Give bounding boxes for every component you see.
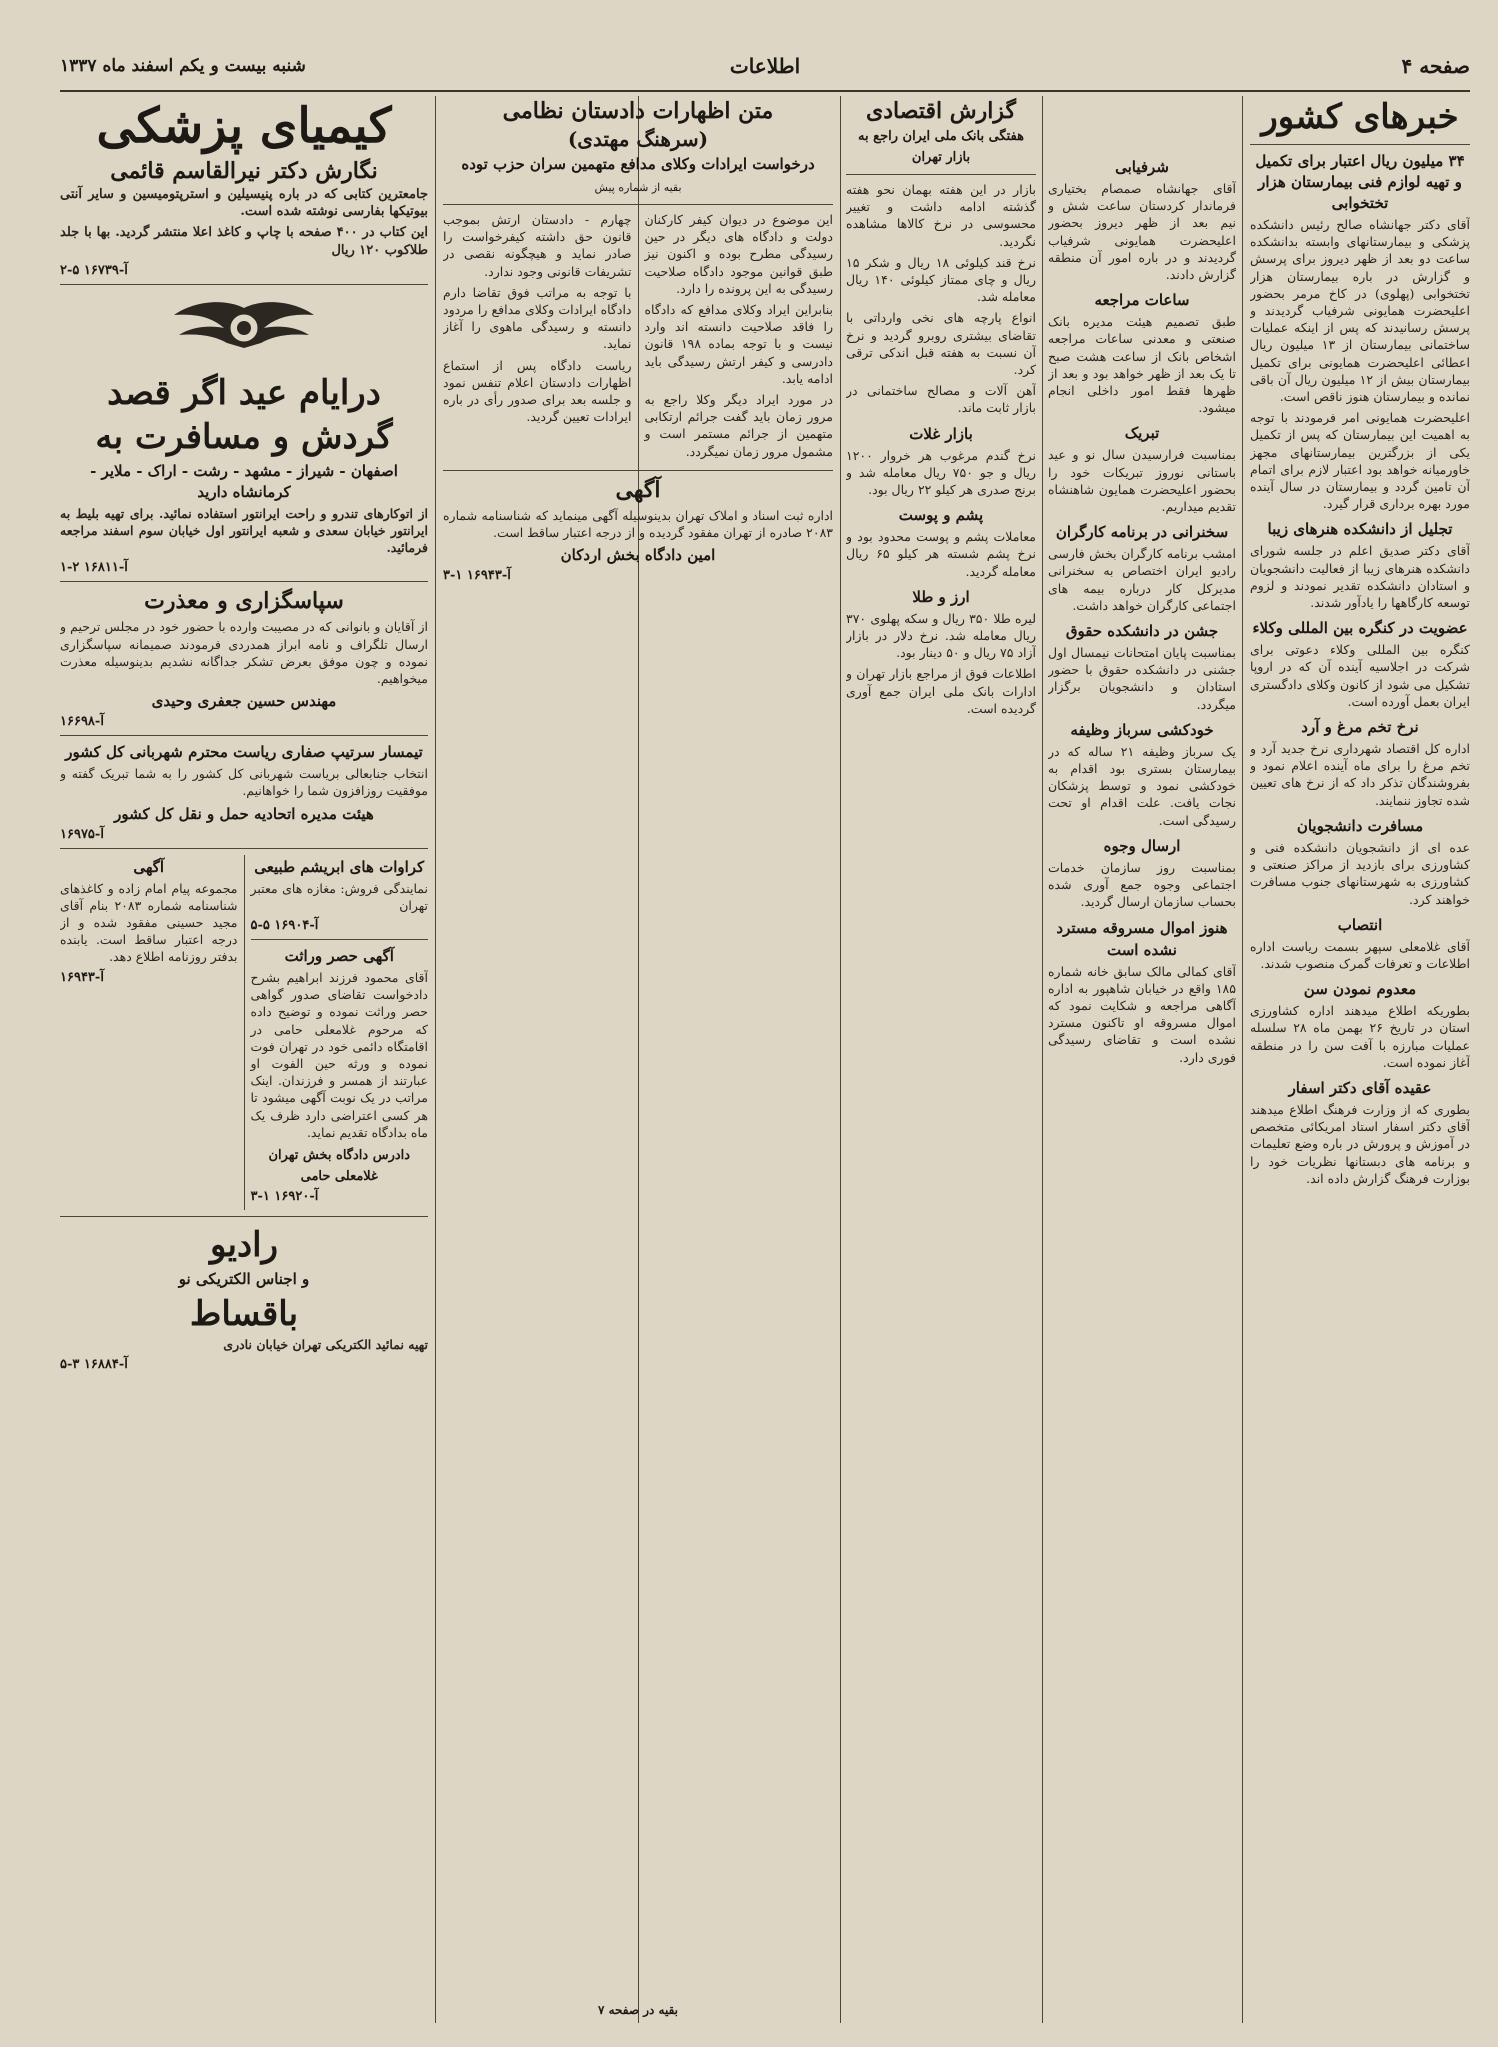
masthead xyxy=(60,50,1470,92)
story-title: مسافرت دانشجویان xyxy=(1296,816,1424,835)
ad-code: آ-۱۶۸۱۱ ۲-۱ xyxy=(60,560,128,576)
ad-text: آقای محمود فرزند ابراهیم بشرح دادخواست تقاضای صدور گواهی حصر وراثت نموده و توضیح داده که مرحوم غلامعلی حامی در اقامتگاه دائمی خود در تهران فوت نموده و ورثه حین الفوت او عبارتند از همسر و فرزندان. اینک مراتب در یک نوبت آگهی میشود تا هر کسی اعتراضی دارد ظرف یک ماه بدادگاه تقدیم نماید. xyxy=(250,970,428,1140)
story-text: امشب برنامه کارگران بخش فارسی رادیو ایران اختصاص به سخنرانی مدیرکل کار درباره بیمه های اجتماعی کارگران خواهد داشت. xyxy=(1048,546,1236,613)
paper-name: اطلاعات xyxy=(729,54,801,78)
ad-title: سپاسگزاری و معذرت xyxy=(144,588,344,615)
winged-emblem-icon xyxy=(169,293,319,363)
story-text: لیره طلا ۳۵۰ ریال و سکه پهلوی ۳۷۰ ریال معامله شد. نرخ دلار در بازار آزاد ۷۵ ریال و ۵۰ دینار بود. xyxy=(846,610,1036,661)
ad-code: آ-۱۶۹۲۰ ۱-۳ xyxy=(250,1189,319,1205)
ad-title: آگهی xyxy=(615,476,661,503)
story-title: ساعات مراجعه xyxy=(1094,291,1190,310)
ad-title: آگهی xyxy=(133,857,165,876)
ad-author: نگارش دکتر نیرالقاسم قائمی xyxy=(110,158,378,184)
ad-title: کیمیای پزشکی xyxy=(96,98,392,154)
story-title: عقیده آقای دکتر اسفار xyxy=(1288,1078,1432,1097)
story-title: تبریک xyxy=(1124,424,1160,443)
section-headline: متن اظهارات دادستان نظامی xyxy=(502,98,774,124)
story-text: آهن آلات و مصالح ساختمانی در بازار ثابت ماند. xyxy=(846,383,1036,416)
section-subhead: هفتگی بانک ملی ایران راجع به بازار تهران xyxy=(858,129,1024,165)
continuation-footer xyxy=(443,1998,833,2023)
story-text: نرخ قند کیلوئی ۱۸ ریال و شکر ۱۵ ریال و چای ممتاز کیلوئی ۱۴۰ ریال معامله شد. xyxy=(846,254,1036,305)
story-text: بمناسبت فرارسیدن سال نو و عید باستانی نوروز تبریکات خود را بحضور اعلیحضرت همایون شاهنشاه تقدیم میداریم. xyxy=(1048,447,1236,515)
ad-text: جامعترین کتابی که در باره پنیسیلین و استرپتومیسین و سایر آنتی بیوتیکها بفارسی نوشته شده است. xyxy=(60,187,428,220)
column-military-prosecutor xyxy=(443,96,833,2027)
story-title: ۳۴ میلیون ریال اعتبار برای تکمیل و تهیه لوازم فنی بیمارستان هزار تختخوابی xyxy=(1255,152,1465,212)
story-text: اداره کل اقتصاد شهرداری نرخ جدید آرد و تخم مرغ را برای ماه آینده اعلام نمود و بفروشندگان تذکر داد که از نرخ های تعیین شده تجاوز ننمایند. xyxy=(1250,741,1470,808)
section-subhead: (سرهنگ مهتدی) xyxy=(567,127,709,151)
ad-cities: اصفهان - شیراز - مشهد - رشت - اراک - ملایر - کرمانشاه دارید xyxy=(90,461,398,501)
ad-signature: مهندس حسین جعفری وحیدی xyxy=(151,692,337,711)
story-text: انواع پارچه های نخی وارداتی با تقاضای بیشتری روبرو گردید و نرخ آن نسبت به هفته قبل اندکی ترقی کرد. xyxy=(846,310,1036,378)
story-title: خودکشی سرباز وظیفه xyxy=(1070,720,1214,739)
story-title: سخنرانی در برنامه کارگران xyxy=(1055,523,1229,542)
story-title: عضویت در کنگره بین المللی وکلاء xyxy=(1252,619,1468,638)
ad-title: درایام عید اگر قصد گردش و مسافرت به xyxy=(95,372,393,457)
story-text: آقای کمالی مالک سابق خانه شماره ۱۸۵ واقع در خیابان شاهپور به اداره آگاهی مراجعه و شکایت نمود که اموال مسروقه او تاکنون مسترد نشده است و تقاضای رسیدگی فوری دارد. xyxy=(1048,963,1236,1065)
story-title: پشم و پوست xyxy=(898,506,984,525)
ad-code: آ-۱۶۹۴۳ ۱-۳ xyxy=(443,568,511,584)
ad-code: آ-۱۶۷۳۹ ۵-۲ xyxy=(60,262,128,278)
story-text: آقای دکتر جهانشاه صالح رئیس دانشکده پزشکی و بیمارستانهای وابسته بدانشکده ساعت دو بعد از ظهر دیروز برای پرسش و گزارش در باره بیمارستان هزار تختخوابی (پهلوی) در کاخ مرمر بحضور اعلیحضرت همایونی شرفیاب گردیدند و پرسش رسانیدند که پس از اینکه عملیات ساختمانی بیمارستان از ۱۳ میلیون ریال اعطائی اعلیحضرت همایونی برای تکمیل بیمارستان بیش از ۱۲ میلیون ریال آن باقی نمانده و بیمارستان هنوز ناقص است. xyxy=(1250,217,1470,405)
story-text: طبق تصمیم هیئت مدیره بانک صنعتی و معدنی ساعات مراجعه اشخاص بانک از ساعت هشت صبح تا یک بعد از ظهر خواهد بود و بعد از ظهرها فقط امور داخلی انجام میشود. xyxy=(1048,314,1236,416)
story-text: بنابراین ایراد وکلای مدافع که دادگاه را فاقد صلاحیت دانسته اند وارد نیست و با توجه بماده ۱۹۸ قانون دادرسی و کیفر ارتش رسیدگی باید ادامه یابد. xyxy=(644,302,833,386)
ad-title: رادیو xyxy=(209,1225,279,1266)
story-title: تجلیل از دانشکده هنرهای زیبا xyxy=(1267,520,1453,539)
ad-code: آ-۱۶۸۸۴ ۳-۵ xyxy=(60,1357,128,1373)
ad-title: تیمسار سرتیپ صفاری ریاست محترم شهربانی کل کشور xyxy=(65,743,423,762)
ad-signature: امین دادگاه بخش اردکان xyxy=(560,546,716,565)
story-text: بازار در این هفته بهمان نحو هفته گذشته ادامه داشت و تغییر محسوسی در نرخ کالاها مشاهده نگردید. xyxy=(846,182,1036,249)
story-title: انتصاب xyxy=(1337,915,1383,934)
ad-text: مجموعه پیام امام زاده و کاغذهای شناسنامه شماره ۲۰۸۳ بنام آقای مجید حسینی مفقود شده و از درجه اعتبار ساقط است. یابنده بدفتر روزنامه اطلاع دهد. xyxy=(60,880,238,965)
story-text: آقای دکتر صدیق اعلم در جلسه شورای دانشکده هنرهای زیبا از فعالیت دانشجویان و استادان دانشکده تقدیر نمودند و لزوم توسعه کارگاهها را یادآور شدند. xyxy=(1250,543,1470,611)
column-rule xyxy=(435,96,436,2023)
column-advertisements xyxy=(60,96,428,2027)
ad-text: از آقایان و بانوانی که در مصیبت وارده با حضور خود در مجلس ترحیم و ارسال تلگراف و نامه ابراز همدردی فرمودند صمیمانه سپاسگزاری نموده و چون موفق بعرض تشکر جداگانه نشدیم بدینوسیله معذرت میخواهیم. xyxy=(60,619,428,687)
story-title: هنوز اموال مسروقه مسترد نشده است xyxy=(1056,918,1228,959)
story-text: آقای جهانشاه صمصام بختیاری فرماندار کردستان ساعت شش و نیم بعد از ظهر دیروز بحضور اعلیحضرت همایونی شرفیاب گردیدند و در باره امور آن منطقه گزارش دادند. xyxy=(1048,181,1236,283)
story-text: بمناسبت روز سازمان خدمات اجتماعی وجوه جمع آوری شده بحساب سازمان ارسال گردید. xyxy=(1048,859,1236,910)
story-text: معاملات پشم و پوست محدود بود و نرخ پشم شسته هر کیلو ۶۵ ریال معامله گردید. xyxy=(846,529,1036,579)
story-title: ارسال وجوه xyxy=(1103,836,1181,855)
story-text: با توجه به مراتب فوق تقاضا دارم دادگاه ایرادات وکلای مدافع را مردود دانسته و رسیدگی ماهوی را آغاز نماید. xyxy=(443,284,632,352)
story-text: ریاست دادگاه پس از استماع اظهارات دادستان اعلام تنفس نمود و جلسه بعد برای صدور رأی در باره ایرادات تعیین گردید. xyxy=(443,357,632,425)
section-headline: خبرهای کشور xyxy=(1261,97,1459,137)
section-headline: گزارش اقتصادی xyxy=(866,98,1016,124)
story-text: چهارم - دادستان ارتش بموجب قانون حق داشته کیفرخواست را صادر نماید و هیچگونه نقصی در تشریفات قانونی وجود ندارد. xyxy=(443,212,632,279)
story-text: یک سرباز وظیفه ۲۱ ساله که در بیمارستان بستری بود اقدام به خودکشی نمود و توسط پزشکان نجات یافت. علت اقدام او تحت رسیدگی است. xyxy=(1048,743,1236,828)
story-title: جشن در دانشکده حقوق xyxy=(1065,622,1219,641)
ad-text: انتخاب جنابعالی بریاست شهربانی کل کشور را به شما تبریک گفته و موفقیت روزافزون شما را خواهانیم. xyxy=(60,766,428,799)
column-economic-report xyxy=(846,96,1036,2027)
story-title: معدوم نمودن سن xyxy=(1303,980,1417,999)
story-text: بطوری که از وزارت فرهنگ اطلاع میدهند آقای دکتر اسفار استاد امریکائی متخصص در آموزش و پرورش در باره وضع تعلیمات و برنامه های دبستانها نظریات خود را بوزارت فرهنگ گزارش داده اند. xyxy=(1250,1101,1470,1186)
story-title: ارز و طلا xyxy=(912,587,970,606)
ad-title: آگهی حصر وراثت xyxy=(284,947,394,966)
ad-text: اداره ثبت اسناد و املاک تهران بدینوسیله آگهی مینماید که شناسنامه شماره ۲۰۸۳ صادره از تهران مفقود گردیده و از درجه اعتبار ساقط است. xyxy=(443,507,833,541)
ad-subtitle: و اجناس الکتریکی نو xyxy=(178,1270,310,1289)
story-text: بطوریکه اطلاع میدهند اداره کشاورزی استان در تاریخ ۲۶ بهمن ماه ۲۸ سلسله عملیات مبارزه با آفت سن را در منطقه آغاز نموده است. xyxy=(1250,1003,1470,1070)
story-text: عده ای از دانشجویان دانشکده فنی و کشاورزی برای بازدید از مراکز صنعتی و کشاورزی به شهرستانهای جنوب مسافرت خواهند کرد. xyxy=(1250,839,1470,907)
story-text: بمناسبت پایان امتحانات نیمسال اول جشنی در دانشکده حقوق با حضور استادان و دانشجویان برگزار میگردد. xyxy=(1048,645,1236,712)
ad-signature: هیئت مدیره اتحادیه حمل و نقل کل کشور xyxy=(114,804,374,823)
story-title: نرخ تخم مرغ و آرد xyxy=(1301,718,1419,737)
story-text: کنگره بین المللی وکلاء دعوتی برای شرکت در اجلاسیه آینده آن که در اروپا تشکیل می شود از کانون وکلای دادگستری ایران بعمل آورده است. xyxy=(1250,642,1470,709)
ad-signature: دادرس دادگاه بخش تهران غلامعلی حامی xyxy=(268,1148,411,1185)
story-text: اطلاعات فوق از مراجع بازار تهران و ادارات بانک ملی ایران جمع آوری گردیده است. xyxy=(846,666,1036,716)
ad-text: از اتوکارهای تندرو و راحت ایرانتور استفاده نمائید. برای تهیه بلیط به ایرانتور خیابان سعدی و شعبه ایرانتور اول خیابان سوم اسفند مراجعه فرمائید. xyxy=(60,505,428,556)
ad-code: آ-۱۶۹۷۵ xyxy=(60,826,104,842)
story-text: آقای غلامعلی سپهر بسمت ریاست اداره اطلاعات و تعرفات گمرک منصوب شدند. xyxy=(1250,938,1470,971)
story-text: نرخ گندم مرغوب هر خروار ۱۲۰۰ ریال و جو ۷۵۰ ریال معامله شد و برنج صدری هر کیلو ۲۲ ریال بود. xyxy=(846,447,1036,498)
page-number: صفحه ۴ xyxy=(1401,54,1470,78)
section-subhead: درخواست ایرادات وکلای مدافع متهمین سران حزب توده xyxy=(461,155,815,173)
ad-code: آ-۱۶۶۹۸ xyxy=(60,714,104,730)
ad-text: این کتاب در ۴۰۰ صفحه با چاپ و کاغذ اعلا منتشر گردید. بها با جلد طلاکوب ۱۲۰ ریال xyxy=(60,225,428,258)
ad-title: کراوات های ابریشم طبیعی xyxy=(254,857,425,876)
column-domestic-news xyxy=(1250,96,1470,2027)
story-text: این موضوع در دیوان کیفر کارکنان دولت و دادگاه های دیگر در حین رسیدگی مطرح بوده و اکنون نیز طبق قوانین موجود دادگاه صلاحیت رسیدگی به این پرونده را دارد. xyxy=(644,212,833,296)
ad-code: آ-۱۶۹۴۳ xyxy=(60,969,104,985)
column-briefs xyxy=(1048,150,1236,2027)
ad-code: آ-۱۶۹۰۴ ۵-۵ xyxy=(250,918,319,934)
ad-text: تهیه نمائید الکتریکی تهران خیابان نادری xyxy=(223,1337,428,1353)
column-rule xyxy=(1042,96,1043,2023)
ad-text: نمایندگی فروش: مغازه های معتبر تهران xyxy=(250,880,428,913)
continuation-note: بقیه در صفحه ۷ xyxy=(597,2003,679,2017)
issue-date: شنبه بیست و یکم اسفند ماه ۱۳۳۷ xyxy=(60,56,306,76)
story-title: بازار غلات xyxy=(909,424,973,443)
story-text: در مورد ایراد دیگر وکلا راجع به مرور زمان باید گفت جرائم ارتکابی متهمین از جرائم مستمر است و مشمول مرور زمان نمیگردد. xyxy=(644,392,833,459)
column-rule xyxy=(1242,96,1243,2023)
story-title: شرفیابی xyxy=(1115,158,1169,176)
continuation-note: بقیه از شماره پیش xyxy=(594,181,682,194)
column-rule xyxy=(840,96,841,2023)
story-text: اعلیحضرت همایونی امر فرمودند با توجه به اهمیت این بیمارستان که پس از تکمیل یکی از بزرگترین بیمارستانهای مجهز خاورمیانه خواهد بود اعتبار لازم برای اتمام آن تامین گردد و بیمارستان در سال آینده مورد بهره برداری قرار گیرد. xyxy=(1250,410,1470,512)
ad-headline: باقساط xyxy=(189,1294,299,1335)
